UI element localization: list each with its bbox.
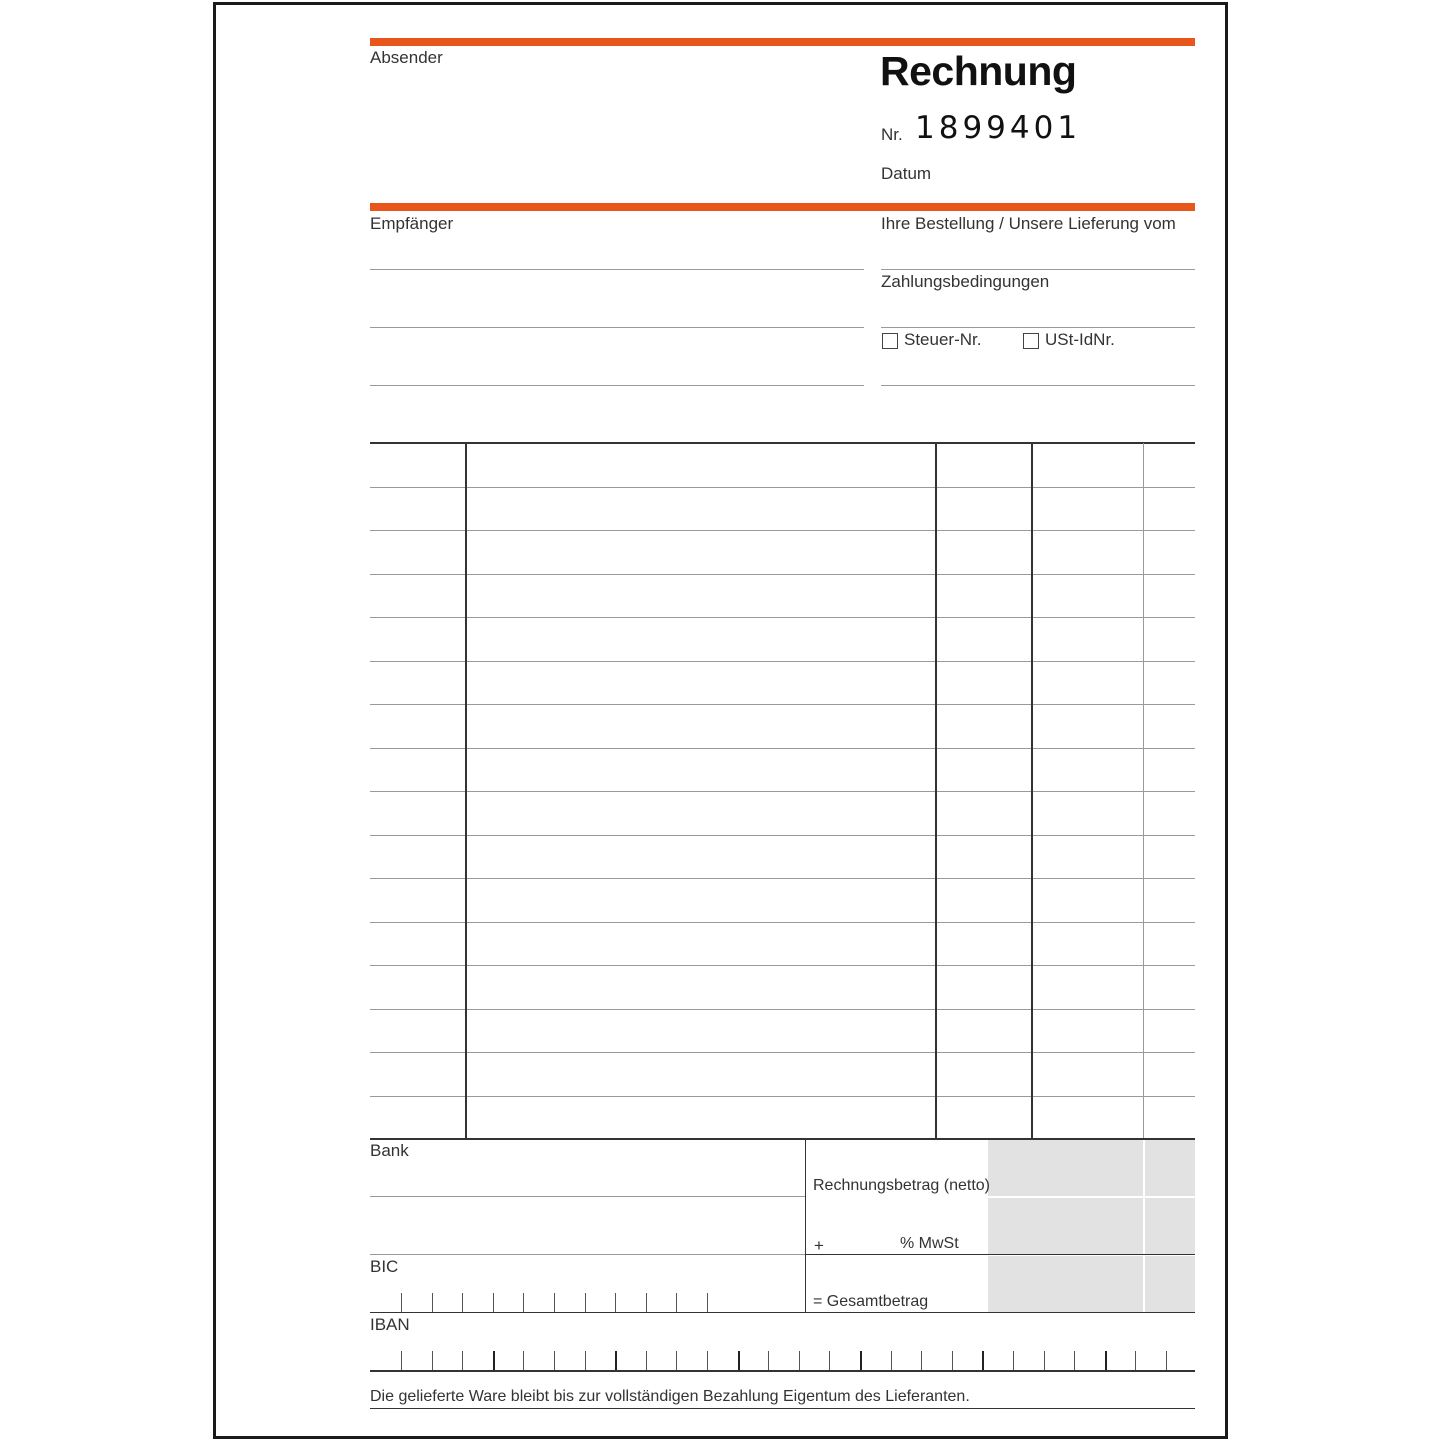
tax-number-label: Steuer-Nr. (904, 330, 982, 349)
iban-character-tick (432, 1351, 433, 1370)
footer-line (370, 1408, 1195, 1409)
totals-cents-divider (1143, 1140, 1145, 1312)
iban-character-tick (1166, 1351, 1167, 1370)
payment-terms-line[interactable] (881, 327, 1195, 328)
iban-character-tick (1044, 1351, 1045, 1370)
vat-line (806, 1254, 1195, 1255)
bic-character-tick (585, 1293, 586, 1312)
iban-character-tick (1013, 1351, 1014, 1370)
table-row-line[interactable] (370, 965, 1195, 966)
order-delivery-label: Ihre Bestellung / Unsere Lieferung vom (881, 214, 1176, 233)
table-row-line[interactable] (370, 1096, 1195, 1097)
bic-character-tick (462, 1293, 463, 1312)
recipient-label: Empfänger (370, 214, 454, 233)
table-row-line[interactable] (370, 1009, 1195, 1010)
iban-character-tick (1074, 1351, 1075, 1370)
bic-character-tick (707, 1293, 708, 1312)
table-row-line[interactable] (370, 661, 1195, 662)
iban-label: IBAN (370, 1315, 410, 1334)
bank-label: Bank (370, 1141, 409, 1160)
iban-character-tick (676, 1351, 677, 1370)
iban-character-tick (860, 1351, 862, 1370)
table-column-divider-cents (1143, 443, 1144, 1139)
table-row-line[interactable] (370, 878, 1195, 879)
date-label: Datum (881, 164, 932, 183)
tax-number-checkbox[interactable] (882, 333, 898, 349)
table-row-line[interactable] (370, 835, 1195, 836)
bic-character-tick (493, 1293, 494, 1312)
total-amount-field[interactable] (988, 1256, 1195, 1312)
bic-character-tick (615, 1293, 616, 1312)
table-row-line[interactable] (370, 574, 1195, 575)
orange-rule-top (370, 38, 1195, 46)
invoice-number-label: Nr. (881, 125, 903, 144)
order-delivery-line[interactable] (881, 269, 1195, 270)
iban-line[interactable] (370, 1370, 1195, 1372)
bic-line[interactable] (370, 1312, 1195, 1313)
payment-terms-label: Zahlungsbedingungen (881, 272, 1050, 291)
vat-label: % MwSt (900, 1235, 959, 1252)
invoice-number: 1899401 (915, 110, 1082, 146)
iban-character-tick (523, 1351, 524, 1370)
recipient-line-3[interactable] (370, 385, 864, 386)
total-amount-label: = Gesamtbetrag (813, 1293, 929, 1310)
table-row-line[interactable] (370, 748, 1195, 749)
bank-totals-divider (805, 1140, 806, 1312)
vat-id-label: USt-IdNr. (1045, 330, 1115, 349)
iban-character-tick (462, 1351, 463, 1370)
recipient-line-2[interactable] (370, 327, 864, 328)
iban-character-tick (401, 1351, 402, 1370)
vat-amount-field[interactable] (988, 1198, 1195, 1254)
form-title: Rechnung (880, 48, 1077, 94)
iban-character-tick (554, 1351, 555, 1370)
orange-rule-middle (370, 203, 1195, 211)
iban-character-tick (952, 1351, 953, 1370)
net-amount-label: Rechnungsbetrag (netto) (813, 1177, 990, 1194)
iban-character-tick (585, 1351, 586, 1370)
retention-of-title-note: Die gelieferte Ware bleibt bis zur vollständigen Bezahlung Eigentum des Lieferanten. (370, 1388, 970, 1405)
iban-character-tick (1105, 1351, 1107, 1370)
iban-character-tick (891, 1351, 892, 1370)
iban-character-tick (615, 1351, 617, 1370)
iban-character-tick (799, 1351, 800, 1370)
recipient-line-1[interactable] (370, 269, 864, 270)
bic-character-tick (523, 1293, 524, 1312)
iban-character-tick (738, 1351, 740, 1370)
iban-character-tick (768, 1351, 769, 1370)
table-column-divider-1 (465, 443, 467, 1139)
net-amount-line (806, 1196, 1195, 1197)
bic-character-tick (646, 1293, 647, 1312)
iban-character-tick (1135, 1351, 1136, 1370)
table-row-line[interactable] (370, 487, 1195, 488)
iban-character-tick (646, 1351, 647, 1370)
vat-plus-sign: + (814, 1236, 824, 1255)
table-column-divider-2 (935, 443, 937, 1139)
bic-label: BIC (370, 1257, 399, 1276)
table-column-divider-3 (1031, 443, 1033, 1139)
table-row-line[interactable] (370, 530, 1195, 531)
table-row-line[interactable] (370, 791, 1195, 792)
iban-character-tick (982, 1351, 984, 1370)
table-row-line[interactable] (370, 704, 1195, 705)
table-top-border (370, 442, 1195, 444)
bic-character-tick (401, 1293, 402, 1312)
bank-line-2[interactable] (370, 1254, 805, 1255)
iban-character-tick (707, 1351, 708, 1370)
bank-line-1[interactable] (370, 1196, 805, 1197)
bic-character-tick (676, 1293, 677, 1312)
sender-label: Absender (370, 48, 443, 67)
iban-character-tick (493, 1351, 495, 1370)
iban-character-tick (921, 1351, 922, 1370)
iban-character-tick (829, 1351, 830, 1370)
table-row-line[interactable] (370, 617, 1195, 618)
vat-id-checkbox[interactable] (1023, 333, 1039, 349)
table-row-line[interactable] (370, 922, 1195, 923)
net-amount-field[interactable] (988, 1140, 1195, 1196)
bic-character-tick (432, 1293, 433, 1312)
table-row-line[interactable] (370, 1052, 1195, 1053)
tax-id-line[interactable] (881, 385, 1195, 386)
bic-character-tick (554, 1293, 555, 1312)
